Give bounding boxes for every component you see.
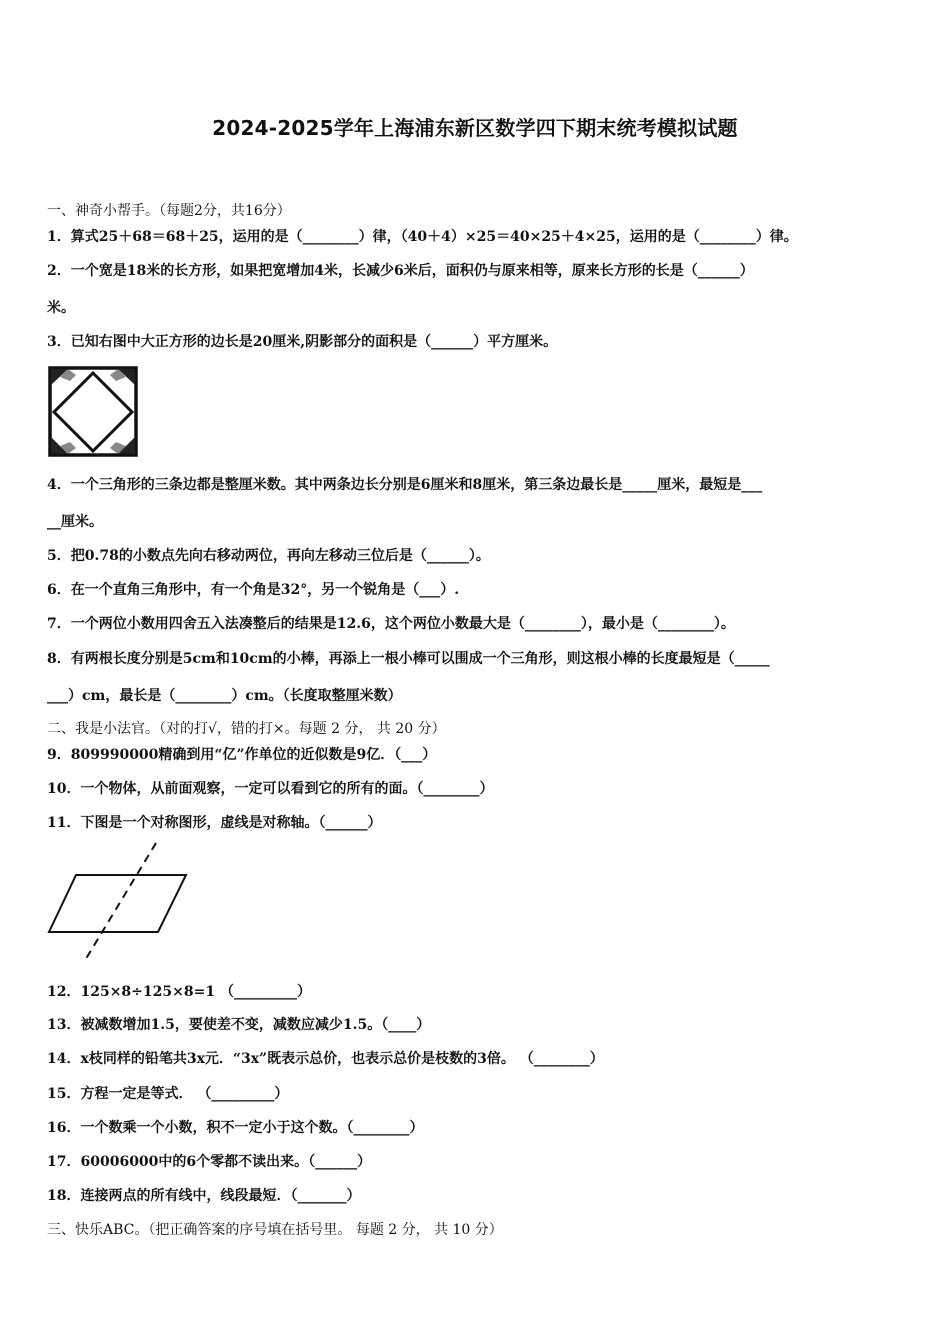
page-title: 2024-2025学年上海浦东新区数学四下期末统考模拟试题 [212,116,738,140]
question-4: 4．一个三角形的三条边都是整厘米数。其中两条边长分别是6厘米和8厘米，第三条边最长是_____厘米，最短是___ [47,477,763,493]
section-2-heading: 二、我是小法官。（对的打√，错的打×。每题 2 分， 共 20 分） [47,721,446,737]
question-8-cont: ___）cm，最长是（________）cm。（长度取整厘米数） [47,688,402,704]
question-4-cont: __厘米。 [47,514,103,530]
question-14: 14．x枝同样的铅笔共3x元．“3x”既表示总价，也表示总价是枝数的3倍。 （________） [47,1051,604,1067]
question-11: 11．下图是一个对称图形，虚线是对称轴。（______） [47,815,382,831]
question-16: 16．一个数乘一个小数，积不一定小于这个数。（________） [47,1120,424,1136]
question-9: 9．809990000精确到用“亿”作单位的近似数是9亿．（___） [47,747,437,763]
section-1-heading: 一、神奇小帮手。（每题2分，共16分） [47,203,291,219]
question-7: 7．一个两位小数用四舍五入法凑整后的结果是12.6，这个两位小数最大是（________），最小是（________）。 [47,616,735,632]
parallelogram-with-axis-icon [46,840,191,965]
question-12: 12．125×8÷125×8=1 （_________） [47,984,311,1000]
question-13: 13．被减数增加1.5，要使差不变，减数应减少1.5。（____） [47,1017,431,1033]
question-1: 1．算式25＋68＝68＋25，运用的是（________）律，（40＋4）×25＝40×25＋4×25，运用的是（________）律。 [47,229,798,245]
section-3-heading: 三、快乐ABC。（把正确答案的序号填在括号里。 每题 2 分， 共 10 分） [47,1222,503,1238]
question-2: 2．一个宽是18米的长方形，如果把宽增加4米，长减少6米后，面积仍与原来相等，原来长方形的长是（______） [47,263,754,279]
question-18: 18．连接两点的所有线中，线段最短．（_______） [47,1188,361,1204]
question-6: 6．在一个直角三角形中，有一个角是32°，另一个锐角是（___）. [47,582,460,598]
question-5: 5．把0.78的小数点先向右移动两位，再向左移动三位后是（______）。 [47,548,490,564]
question-10: 10．一个物体，从前面观察，一定可以看到它的所有的面。（________） [47,781,494,797]
question-2-cont: 米。 [47,300,75,316]
square-with-shaded-corners-icon [46,365,140,459]
question-15: 15．方程一定是等式． （_________） [47,1086,289,1102]
question-8: 8．有两根长度分别是5cm和10cm的小棒，再添上一根小棒可以围成一个三角形，则这根小棒的长度最短是（_____ [47,651,770,667]
question-3: 3．已知右图中大正方形的边长是20厘米,阴影部分的面积是（______）平方厘米。 [47,334,558,350]
question-17: 17．60006000中的6个零都不读出来。（______） [47,1154,372,1170]
